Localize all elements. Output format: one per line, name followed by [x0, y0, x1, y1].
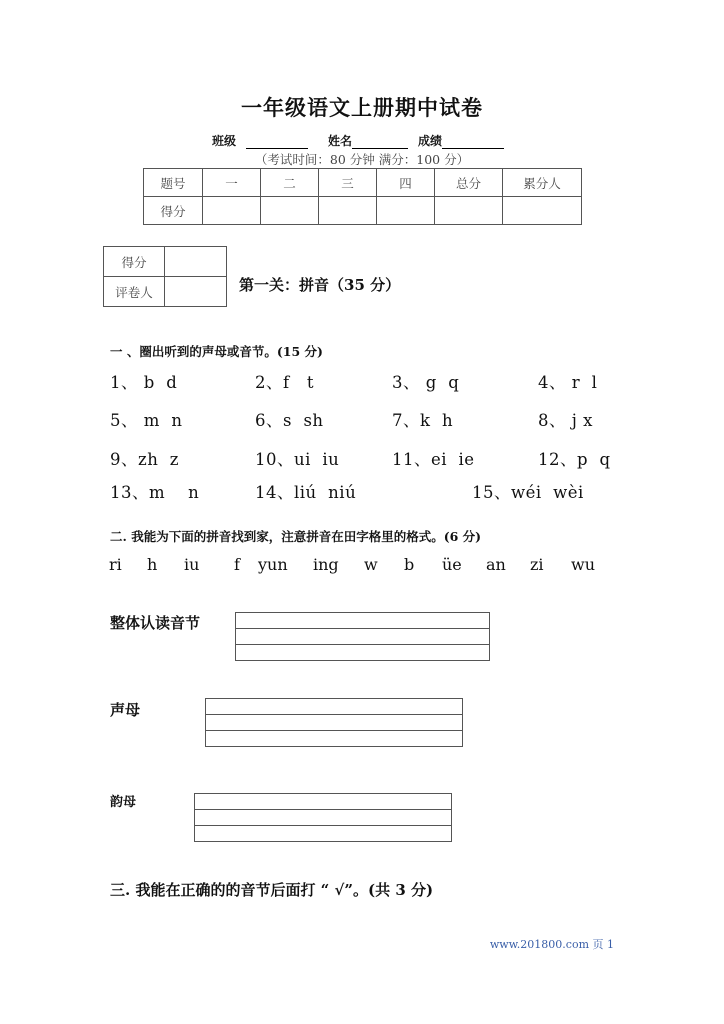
- q2-pinyin: h: [147, 555, 158, 574]
- score-field: [418, 132, 504, 149]
- score-table-header: 题号: [144, 169, 203, 197]
- q1-item: 6、s sh: [255, 411, 324, 430]
- score-row-label: 得分: [144, 197, 203, 225]
- score-cell[interactable]: [503, 197, 582, 225]
- score-table-header: 累分人: [503, 169, 582, 197]
- q1-item: 8、 j x: [538, 411, 593, 430]
- q2-pinyin: zi: [530, 555, 544, 574]
- exam-subtitle: （考试时间：80 分钟 满分：100 分）: [254, 152, 470, 167]
- group-label-finals: 韵母: [110, 795, 137, 810]
- question3-title: 三. 我能在正确的的音节后面打 “ √”。(共 3 分): [110, 881, 434, 899]
- grader-name-label: 评卷人: [104, 277, 165, 307]
- score-cell[interactable]: [261, 197, 319, 225]
- q1-item: 5、 m n: [110, 411, 183, 430]
- q1-item: 11、ei ie: [392, 450, 475, 469]
- q1-item: 4、 r l: [538, 373, 598, 392]
- q1-item: 13、m n: [110, 483, 200, 502]
- q1-item: 2、f t: [255, 373, 314, 392]
- page-title: 一年级语文上册期中试卷: [241, 95, 483, 120]
- score-table-header-row: [144, 169, 582, 197]
- q1-item: 7、k h: [392, 411, 454, 430]
- score-cell[interactable]: [319, 197, 377, 225]
- q2-pinyin: b: [404, 555, 415, 574]
- grader-name-cell[interactable]: [165, 277, 227, 307]
- section1-title: 第一关：拼音（35 分）: [239, 276, 401, 294]
- grader-score-cell[interactable]: [165, 247, 227, 277]
- name-field: [328, 132, 408, 149]
- score-label: 成绩: [418, 134, 443, 148]
- q2-pinyin: f: [234, 555, 240, 574]
- q2-pinyin: ri: [109, 555, 122, 574]
- score-cell[interactable]: [377, 197, 435, 225]
- writing-lines-whole-syllables[interactable]: [235, 612, 490, 661]
- page-footer: www.201800.com 页 1: [489, 938, 614, 951]
- grader-table: [103, 246, 227, 307]
- q1-item: 1、 b d: [110, 373, 178, 392]
- score-blank: [442, 136, 504, 149]
- q1-item: 14、liú niú: [255, 483, 357, 502]
- score-table-header: 二: [261, 169, 319, 197]
- class-field: [212, 132, 308, 149]
- q2-pinyin: an: [486, 555, 506, 574]
- q1-item: 12、p q: [538, 450, 611, 469]
- q2-pinyin: üe: [442, 555, 462, 574]
- writing-lines-initials[interactable]: [205, 698, 463, 747]
- q2-pinyin: ing: [313, 555, 339, 574]
- name-label: 姓名: [328, 134, 353, 148]
- score-table-header: 总分: [435, 169, 503, 197]
- q1-item: 10、ui iu: [255, 450, 340, 469]
- q1-item: 9、zh z: [110, 450, 180, 469]
- score-table-header: 一: [203, 169, 261, 197]
- question2-title: 二. 我能为下面的拼音找到家，注意拼音在田字格里的格式。(6 分): [110, 529, 482, 544]
- group-label-initials: 声母: [110, 701, 141, 719]
- q2-pinyin: wu: [571, 555, 595, 574]
- q2-pinyin: w: [364, 555, 378, 574]
- class-label: 班级: [212, 134, 237, 148]
- question1-title: 一 、圈出听到的声母或音节。(15 分): [110, 344, 323, 359]
- class-blank: [246, 136, 308, 149]
- score-table-row: [144, 197, 582, 225]
- q1-item: 15、wéi wèi: [472, 483, 584, 502]
- score-cell[interactable]: [435, 197, 503, 225]
- grader-score-label: 得分: [104, 247, 165, 277]
- group-label-whole-syllables: 整体认读音节: [110, 614, 201, 632]
- q2-pinyin: yun: [258, 555, 288, 574]
- q2-pinyin: iu: [184, 555, 200, 574]
- score-cell[interactable]: [203, 197, 261, 225]
- score-table-header: 四: [377, 169, 435, 197]
- score-table: [143, 168, 582, 225]
- name-blank: [352, 136, 408, 149]
- score-table-header: 三: [319, 169, 377, 197]
- q1-item: 3、 g q: [392, 373, 460, 392]
- writing-lines-finals[interactable]: [194, 793, 452, 842]
